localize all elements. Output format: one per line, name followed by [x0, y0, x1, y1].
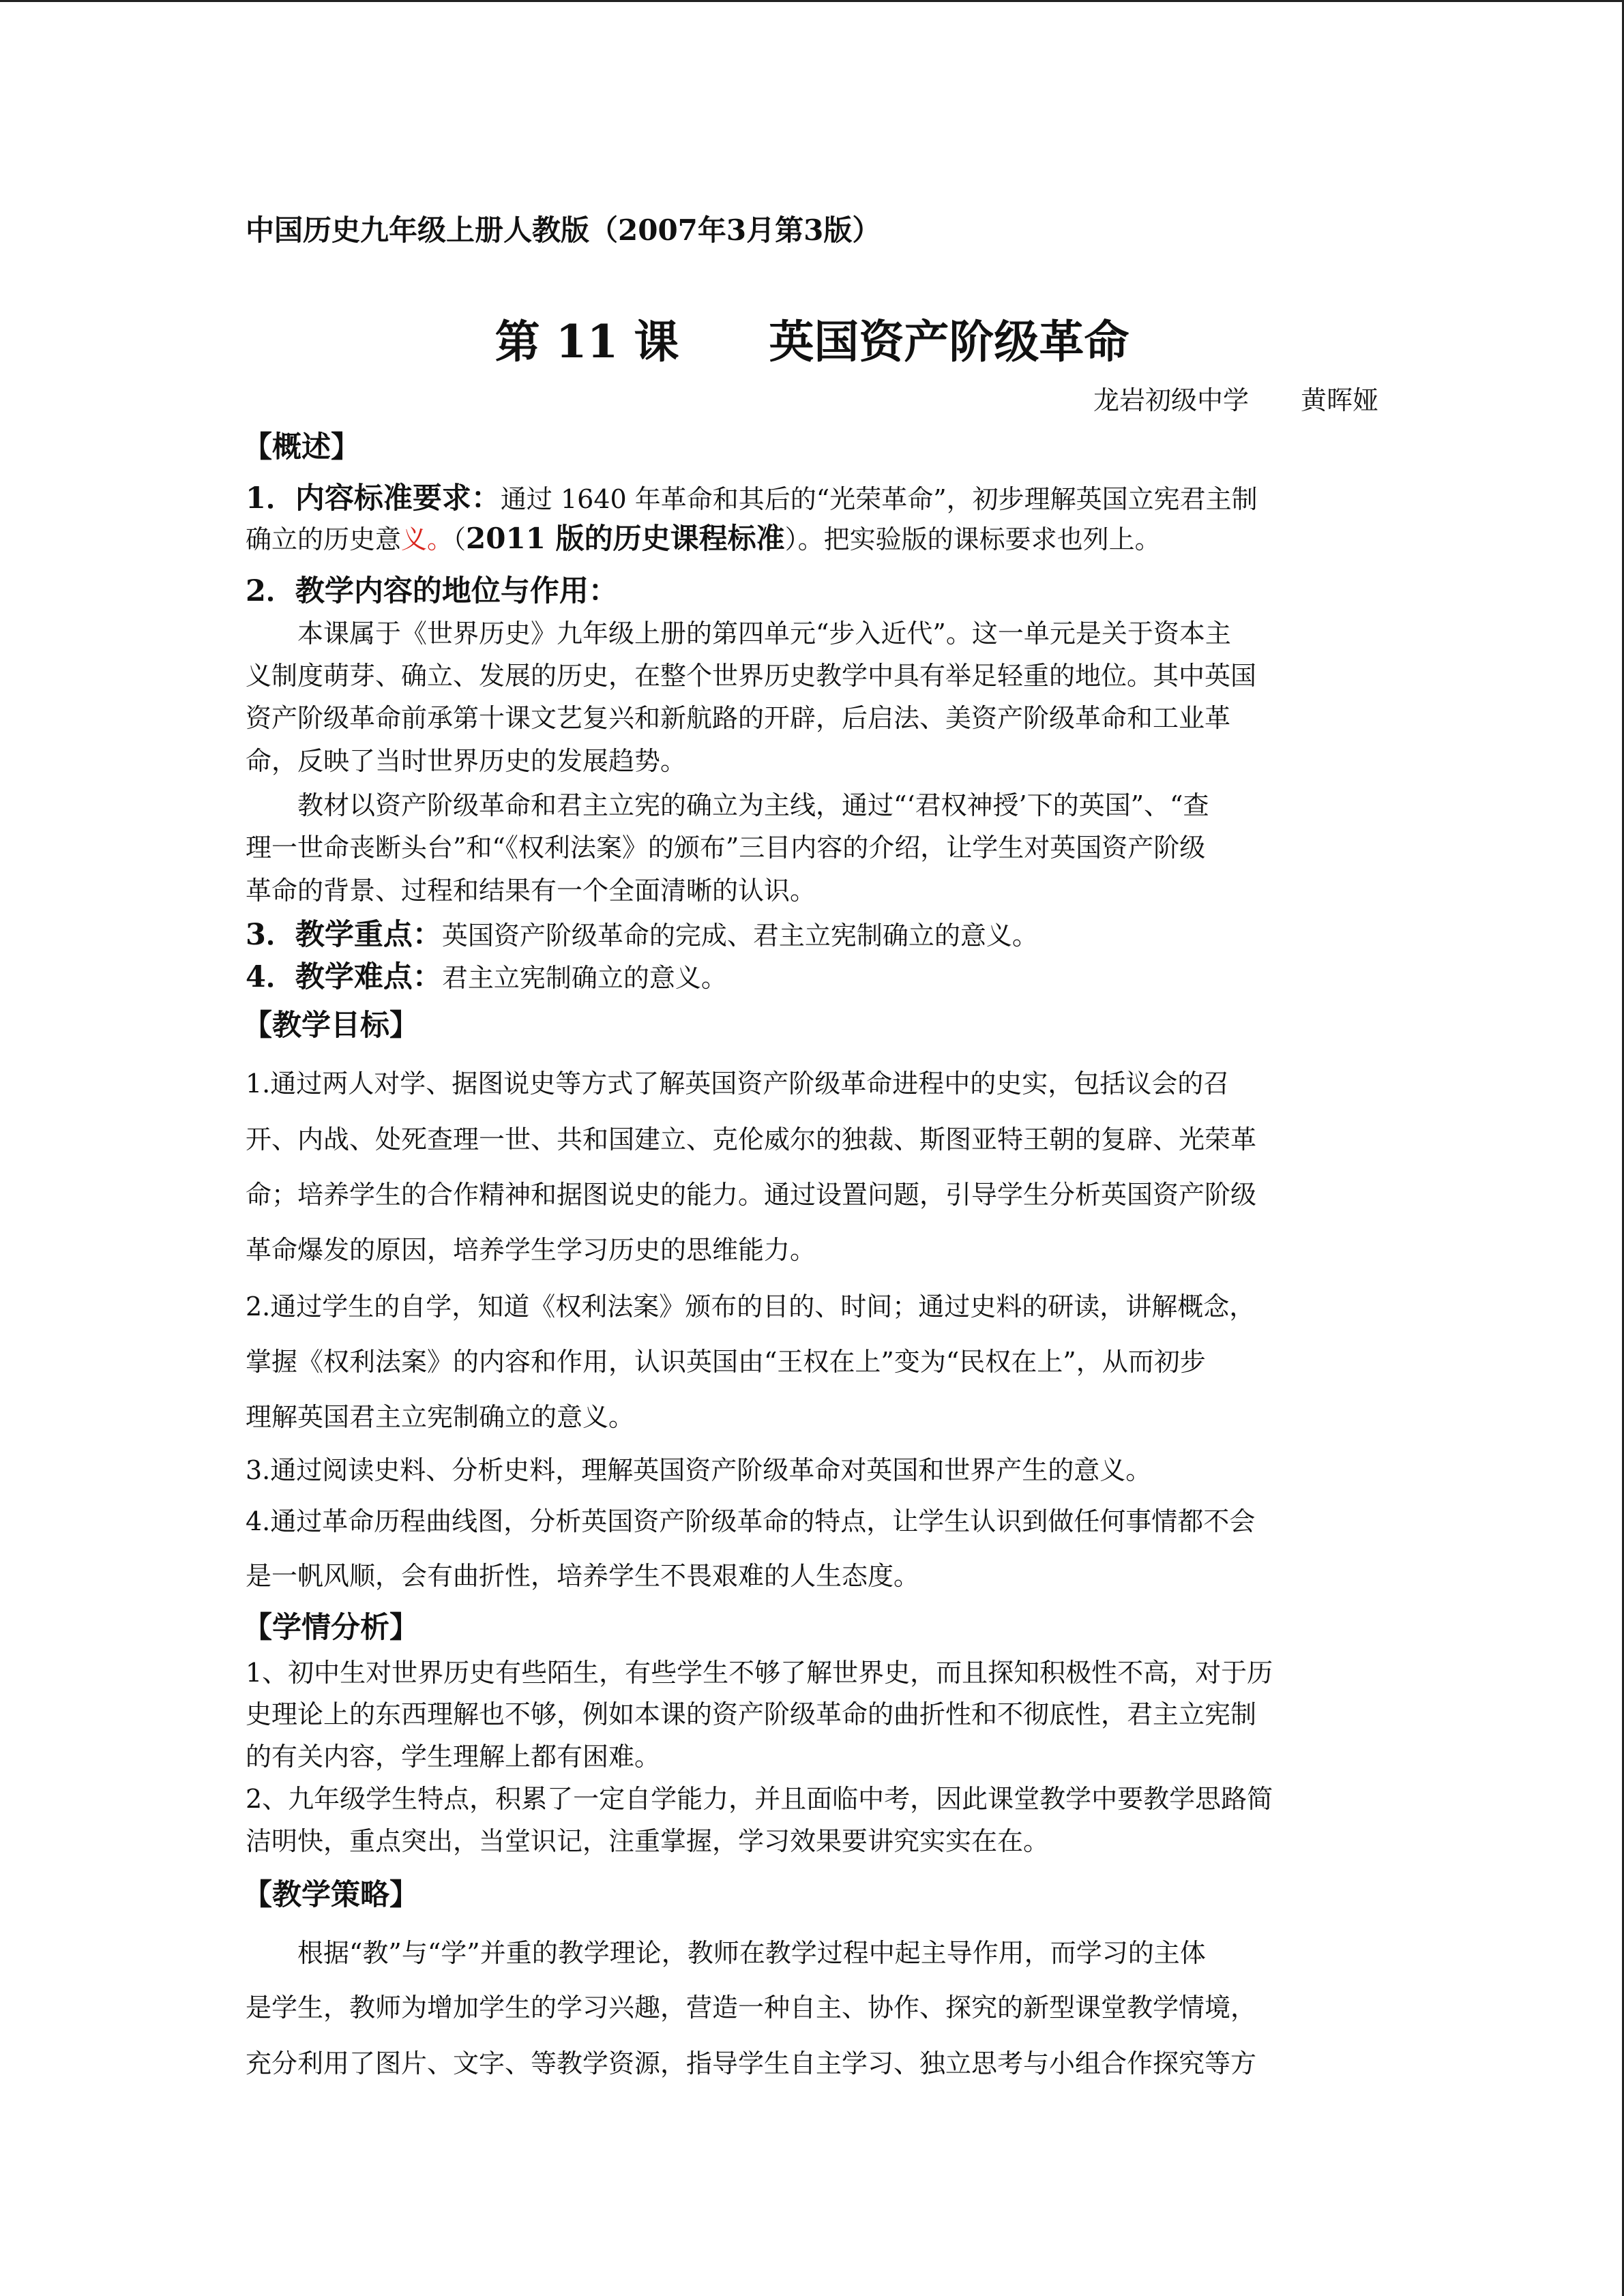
item1-text-a: 通过 1640 年革命和其后的“光荣革命”，初步理解英国立宪君主制	[500, 484, 1258, 514]
strategy-line: 根据“教”与“学”并重的教学理论，教师在教学过程中起主导作用，而学习的主体	[246, 1938, 1206, 1968]
goals-line: 4.通过革命历程曲线图，分析英国资产阶级革命的特点，让学生认识到做任何事情都不会	[246, 1506, 1256, 1536]
item4-text: 君主立宪制确立的意义。	[441, 963, 727, 993]
item3-text: 英国资产阶级革命的完成、君主立宪制确立的意义。	[441, 921, 1038, 951]
item1-text-red: 义。	[401, 524, 454, 554]
goals-header: 【教学目标】	[243, 1009, 419, 1043]
analysis-line: 1、初中生对世界历史有些陌生，有些学生不够了解世界史，而且探知积极性不高，对于历	[246, 1658, 1273, 1688]
strategy-line: 是学生，教师为增加学生的学习兴趣，营造一种自主、协作、探究的新型课堂教学情境，	[246, 1993, 1257, 2023]
item1-text-b: 确立的历史意	[246, 524, 402, 554]
item2-p2-line: 理一世命丧断头台”和“《权利法案》的颁布”三目内容的介绍，让学生对英国资产阶级	[246, 833, 1206, 863]
lesson-title: 第 11 课 英国资产阶级革命	[494, 315, 1130, 368]
goals-line: 3.通过阅读史料、分析史料，理解英国资产阶级革命对英国和世界产生的意义。	[246, 1455, 1152, 1485]
item2-p1-line: 命，反映了当时世界历史的发展趋势。	[246, 746, 687, 776]
item4-label: 4．教学难点：	[246, 960, 442, 994]
author-line: 龙岩初级中学 黄晖娅	[1093, 385, 1378, 415]
overview-header: 【概述】	[243, 430, 360, 464]
item2-p1-line: 义制度萌芽、确立、发展的历史，在整个世界历史教学中具有举足轻重的地位。其中英国	[246, 661, 1257, 691]
analysis-line: 2、九年级学生特点，积累了一定自学能力，并且面临中考，因此课堂教学中要教学思路简	[246, 1784, 1273, 1814]
item1-text-rest: ）。把实验版的课标要求也列上。	[784, 524, 1161, 554]
analysis-line: 的有关内容，学生理解上都有困难。	[246, 1742, 661, 1772]
item1-paren-open: （	[453, 524, 467, 554]
goals-line: 2.通过学生的自学，知道《权利法案》颁布的目的、时间；通过史料的研读，讲解概念，	[246, 1292, 1256, 1322]
item2-label: 2．教学内容的地位与作用：	[246, 574, 618, 608]
goals-line: 开、内战、处死查理一世、共和国建立、克伦威尔的独裁、斯图亚特王朝的复辟、光荣革	[246, 1124, 1257, 1154]
goals-line: 掌握《权利法案》的内容和作用，认识英国由“王权在上”变为“民权在上”，从而初步	[246, 1347, 1206, 1377]
strategy-line: 充分利用了图片、文字、等教学资源，指导学生自主学习、独立思考与小组合作探究等方	[246, 2048, 1257, 2078]
goals-line: 理解英国君主立宪制确立的意义。	[246, 1402, 635, 1432]
overview-item3	[246, 912, 1038, 953]
item1-standard: 2011 版的历史课程标准	[466, 522, 785, 555]
analysis-header: 【学情分析】	[243, 1611, 419, 1645]
item2-p1-line: 资产阶级革命前承第十课文艺复兴和新航路的开辟，后启法、美资产阶级革命和工业革	[246, 703, 1231, 733]
item2-p2-line: 革命的背景、过程和结果有一个全面清晰的认识。	[246, 876, 816, 906]
analysis-line: 史理论上的东西理解也不够，例如本课的资产阶级革命的曲折性和不彻底性，君主立宪制	[246, 1699, 1257, 1729]
overview-item1-line2	[246, 516, 1161, 557]
goals-line: 1.通过两人对学、据图说史等方式了解英国资产阶级革命进程中的史实，包括议会的召	[246, 1069, 1230, 1099]
goals-line: 革命爆发的原因，培养学生学习历史的思维能力。	[246, 1235, 816, 1265]
goals-line: 是一帆风顺，会有曲折性，培养学生不畏艰难的人生态度。	[246, 1561, 920, 1591]
item3-label: 3．教学重点：	[246, 918, 442, 952]
overview-item1-line1	[246, 475, 1258, 517]
page-border-top	[0, 0, 1624, 2]
analysis-line: 洁明快，重点突出，当堂识记，注重掌握，学习效果要讲究实实在在。	[246, 1826, 1050, 1856]
strategy-header: 【教学策略】	[243, 1878, 419, 1912]
item2-p2-line: 教材以资产阶级革命和君主立宪的确立为主线，通过“‘君权神授’下的英国”、“查	[246, 790, 1209, 820]
top-title: 中国历史九年级上册人教版（2007年3月第3版）	[246, 213, 881, 247]
item1-label: 1．内容标准要求：	[246, 481, 501, 516]
item2-p1-line: 本课属于《世界历史》九年级上册的第四单元“步入近代”。这一单元是关于资本主	[246, 618, 1231, 648]
goals-line: 命；培养学生的合作精神和据图说史的能力。通过设置问题，引导学生分析英国资产阶级	[246, 1180, 1257, 1210]
overview-item4	[246, 954, 727, 996]
